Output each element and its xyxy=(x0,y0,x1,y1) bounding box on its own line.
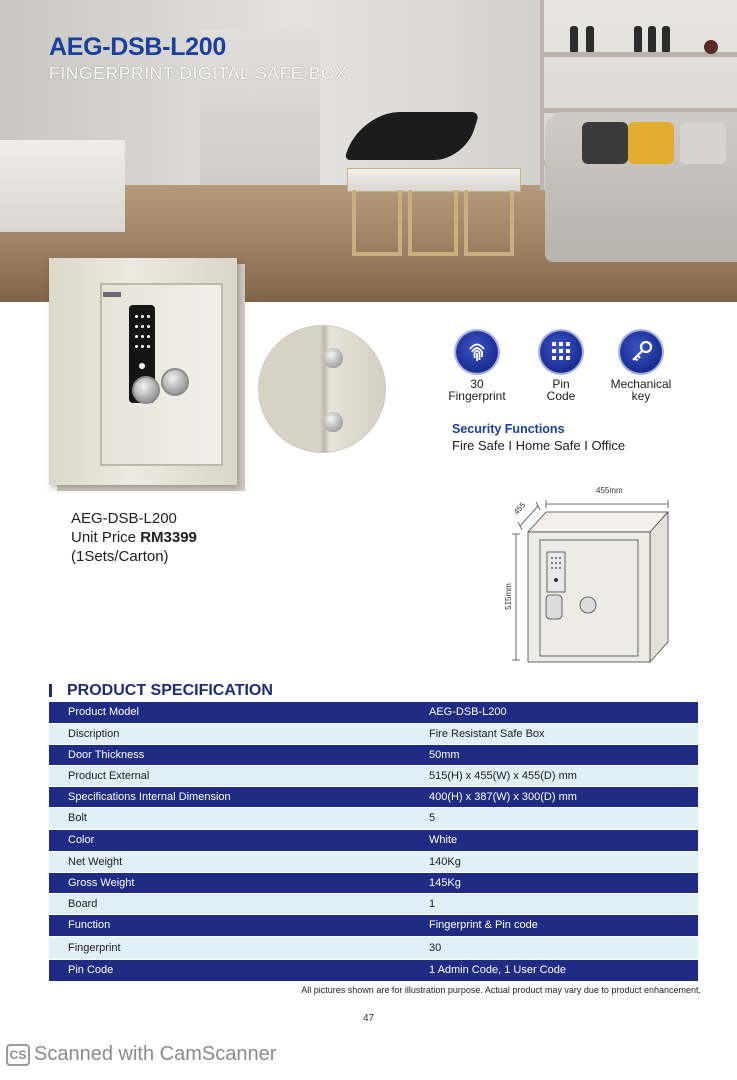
spec-value: 30 xyxy=(429,941,442,954)
spec-label: Gross Weight xyxy=(68,876,135,889)
table-row xyxy=(49,723,698,744)
dimension-depth: 455 xyxy=(511,500,528,517)
safe-handle-knob xyxy=(161,368,189,396)
camscanner-text: Scanned with CamScanner xyxy=(34,1043,277,1065)
feature-fingerprint xyxy=(442,331,512,402)
spec-value: 145Kg xyxy=(429,876,461,889)
spec-value: Fire Resistant Safe Box xyxy=(429,727,545,740)
spec-label: Net Weight xyxy=(68,855,123,868)
safe-body xyxy=(49,258,237,485)
spec-value: Fingerprint & Pin code xyxy=(429,919,538,931)
hero-table-leg xyxy=(464,190,514,256)
spec-table xyxy=(49,702,698,982)
camscanner-logo: CS xyxy=(6,1044,30,1066)
disclaimer-text: All pictures shown are for illustration purpose. Actual product may vary due to product enhancement. xyxy=(301,985,701,995)
hero-table-leg xyxy=(352,190,402,256)
spec-label: Product External xyxy=(68,769,150,782)
product-model: AEG-DSB-L200 xyxy=(71,510,177,527)
spec-label: Board xyxy=(68,897,98,910)
spec-label: Product Model xyxy=(68,706,139,719)
bolt xyxy=(323,348,343,368)
spec-value: 1 Admin Code, 1 User Code xyxy=(429,964,566,976)
table-row xyxy=(49,959,698,981)
spec-label: Pin Code xyxy=(68,964,114,976)
safe-brand-badge xyxy=(103,292,121,297)
spec-label: Discription xyxy=(68,727,120,740)
security-functions-list: Fire Safe I Home Safe I Office xyxy=(452,438,626,453)
spec-label: Door Thickness xyxy=(68,748,145,761)
camscanner-watermark xyxy=(6,1043,276,1066)
fingerprint-icon xyxy=(456,331,498,373)
feature-label: 30 Fingerprint xyxy=(448,377,506,403)
hero-cabinet xyxy=(0,140,125,232)
table-row xyxy=(49,872,698,893)
feature-mechanical-key xyxy=(606,331,676,402)
product-info xyxy=(71,509,197,566)
spec-label: Bolt xyxy=(68,812,87,824)
dimension-svg xyxy=(498,482,708,672)
table-row xyxy=(49,914,698,936)
hero-cushion xyxy=(582,122,628,164)
table-row xyxy=(49,702,698,723)
spec-value: 50mm xyxy=(429,748,460,761)
price-label: Unit Price xyxy=(71,529,137,546)
page-number: 47 xyxy=(363,1013,375,1024)
spec-value: 5 xyxy=(429,812,436,824)
bolt xyxy=(323,412,343,432)
safe-product-image xyxy=(49,258,245,491)
page-subtitle: FINGERPRINT DIGITAL SAFE BOX xyxy=(49,63,348,83)
hero-cushion xyxy=(680,122,726,164)
dimension-drawing xyxy=(498,482,708,672)
safe-door xyxy=(100,283,223,466)
feature-pin-code xyxy=(526,331,596,402)
table-row xyxy=(49,893,698,914)
key-icon xyxy=(620,331,662,373)
feature-label: Mechanical key xyxy=(610,377,672,403)
dimension-width: 455mm xyxy=(596,486,623,495)
product-price xyxy=(71,528,197,547)
spec-label: Fingerprint xyxy=(68,941,121,954)
table-row xyxy=(49,829,698,851)
table-row xyxy=(49,936,698,959)
spec-value: 140Kg xyxy=(429,855,461,868)
table-row xyxy=(49,744,698,765)
page-title: AEG-DSB-L200 xyxy=(49,33,226,61)
price-value: RM3399 xyxy=(140,529,197,546)
spec-value: 1 xyxy=(429,897,436,910)
hero-cushion xyxy=(628,122,674,164)
spec-value: AEG-DSB-L200 xyxy=(429,706,507,719)
security-functions-title: Security Functions xyxy=(452,422,565,436)
spec-value: 400(H) x 387(W) x 300(D) mm xyxy=(429,790,577,803)
spec-heading-bar xyxy=(49,684,52,697)
table-row xyxy=(49,786,698,807)
hero-table-leg xyxy=(408,190,458,256)
hero-coffee-table xyxy=(347,168,521,192)
spec-label: Function xyxy=(68,919,111,931)
product-packing: (1Sets/Carton) xyxy=(71,548,169,565)
spec-value: 515(H) x 455(W) x 455(D) mm xyxy=(429,769,577,782)
safe-fingerprint-knob xyxy=(132,376,160,404)
table-row xyxy=(49,851,698,872)
feature-label: Pin Code xyxy=(546,377,576,403)
spec-heading: PRODUCT SPECIFICATION xyxy=(67,682,273,699)
table-row xyxy=(49,765,698,786)
spec-label: Color xyxy=(68,834,95,846)
keypad-icon xyxy=(540,331,582,373)
table-row xyxy=(49,807,698,829)
spec-value: White xyxy=(429,834,458,846)
bolt-closeup-image xyxy=(258,325,386,453)
dimension-height: 515mm xyxy=(503,583,513,610)
spec-label: Specifications Internal Dimension xyxy=(68,790,231,803)
